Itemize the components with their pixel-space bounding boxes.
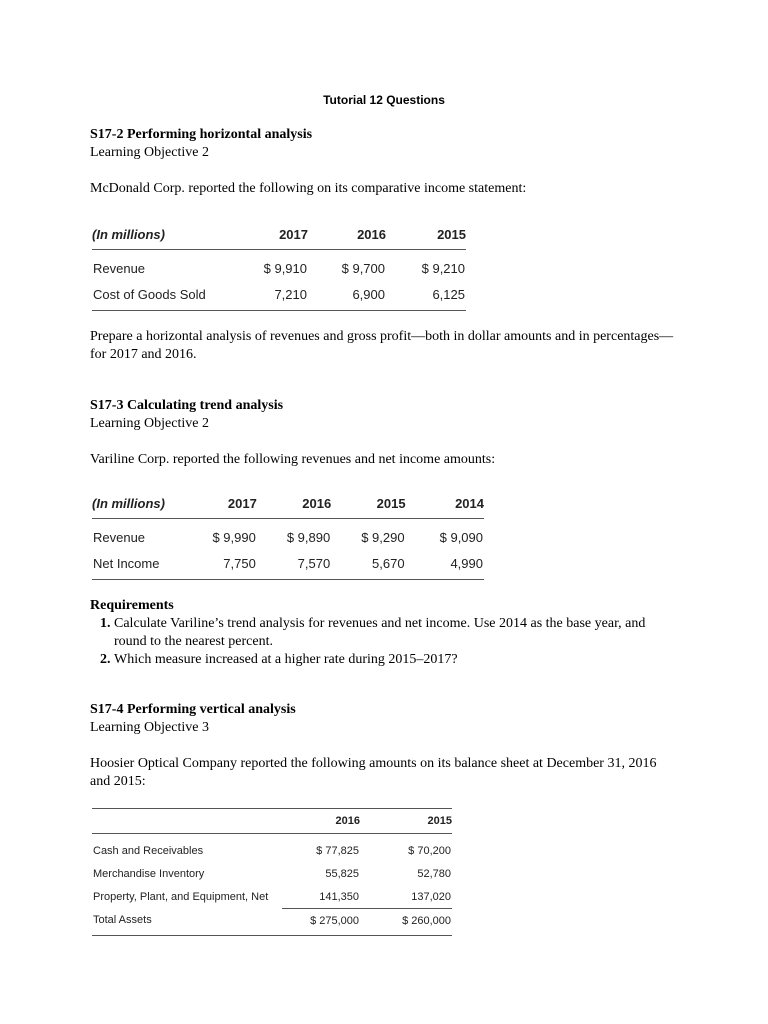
s17-2-table	[92, 219, 466, 311]
table-cell: 6,125	[386, 281, 466, 311]
table-cell: $ 275,000	[282, 909, 360, 936]
table-cell: 141,350	[282, 885, 360, 909]
list-item: 1. Calculate Variline’s trend analysis for revenues and net income. Use 2014 as the base year, and round to the nearest percent.	[114, 615, 670, 651]
table-cell: 7,750	[197, 550, 257, 580]
s17-3-objective: Learning Objective 2	[90, 416, 209, 431]
s17-4-table	[92, 808, 452, 936]
s17-3-intro: Variline Corp. reported the following revenues and net income amounts:	[90, 452, 496, 467]
table-cell: 7,570	[257, 550, 331, 580]
s17-3-section	[90, 397, 680, 469]
page-title: Tutorial 12 Questions	[323, 93, 445, 107]
table-header-cell: 2015	[331, 488, 405, 519]
table-cell: $ 77,825	[316, 844, 359, 857]
requirements-heading: Requirements	[90, 598, 174, 613]
s17-4-section	[90, 701, 670, 791]
s17-3-requirements	[90, 597, 670, 669]
table-cell: $ 70,200	[408, 844, 451, 857]
table-row	[92, 909, 452, 936]
s17-4-heading: S17-4 Performing vertical analysis	[90, 702, 296, 717]
table-cell: $ 9,910	[263, 260, 307, 276]
s17-2-heading: S17-2 Performing horizontal analysis	[90, 127, 313, 142]
table-cell: Net Income	[92, 550, 197, 580]
requirements-list	[90, 615, 670, 669]
table-cell: Revenue	[93, 529, 146, 545]
table-cell: $ 9,290	[361, 529, 405, 545]
table-cell: 52,780	[417, 867, 451, 880]
table-cell: $ 9,890	[286, 529, 331, 545]
table-cell: $ 9,090	[439, 529, 483, 545]
table-cell: 55,825	[325, 867, 359, 880]
s17-2-intro: McDonald Corp. reported the following on its comparative income statement:	[90, 181, 527, 196]
table-header-cell: 2016	[282, 809, 360, 834]
table-row	[92, 519, 484, 551]
table-header-cell: 2014	[406, 488, 484, 519]
table-header-cell: (In millions)	[92, 219, 242, 250]
table-cell: $ 9,700	[341, 260, 385, 276]
table-cell: Merchandise Inventory	[93, 867, 205, 880]
table-header-cell: 2015	[386, 219, 466, 250]
s17-3-heading: S17-3 Calculating trend analysis	[90, 398, 284, 413]
table-cell: Cash and Receivables	[93, 844, 204, 857]
table-cell: Property, Plant, and Equipment, Net	[93, 890, 269, 903]
table-row	[92, 834, 452, 863]
table-row	[92, 885, 452, 909]
list-item: 2. Which measure increased at a higher rate during 2015–2017?	[114, 651, 670, 669]
table-cell: 6,900	[308, 281, 386, 311]
s17-4-objective: Learning Objective 3	[90, 720, 209, 735]
table-row	[92, 250, 466, 282]
table-cell: 137,020	[360, 885, 452, 909]
s17-4-intro: Hoosier Optical Company reported the following amounts on its balance sheet at December 31, 2016 and 2015:	[90, 756, 657, 789]
table-cell: Cost of Goods Sold	[92, 281, 242, 311]
table-header-cell	[92, 809, 282, 834]
table-cell: 5,670	[331, 550, 405, 580]
table-cell: Revenue	[93, 260, 146, 276]
table-cell: $ 9,990	[212, 529, 256, 545]
table-cell: 7,210	[242, 281, 308, 311]
table-header-cell: 2017	[242, 219, 308, 250]
table-cell: $ 260,000	[360, 909, 452, 936]
s17-2-section	[90, 126, 680, 198]
table-row	[92, 862, 452, 885]
s17-2-objective: Learning Objective 2	[90, 145, 209, 160]
table-header-cell: (In millions)	[92, 488, 197, 519]
table-header-cell: 2015	[360, 809, 452, 834]
table-row	[92, 281, 466, 311]
table-header-cell: 2017	[197, 488, 257, 519]
s17-2-task: Prepare a horizontal analysis of revenues and gross profit—both in dollar amounts and in percentages—for 2017 and 2016.	[90, 329, 674, 362]
table-cell: 4,990	[406, 550, 484, 580]
table-header-row	[92, 488, 484, 519]
table-header-row	[92, 219, 466, 250]
table-cell: $ 9,210	[421, 260, 465, 276]
table-header-cell: 2016	[308, 219, 386, 250]
table-header-row	[92, 809, 452, 834]
table-cell: Total Assets	[92, 909, 282, 936]
table-row	[92, 550, 484, 580]
table-header-cell: 2016	[257, 488, 331, 519]
s17-3-table	[92, 488, 484, 580]
